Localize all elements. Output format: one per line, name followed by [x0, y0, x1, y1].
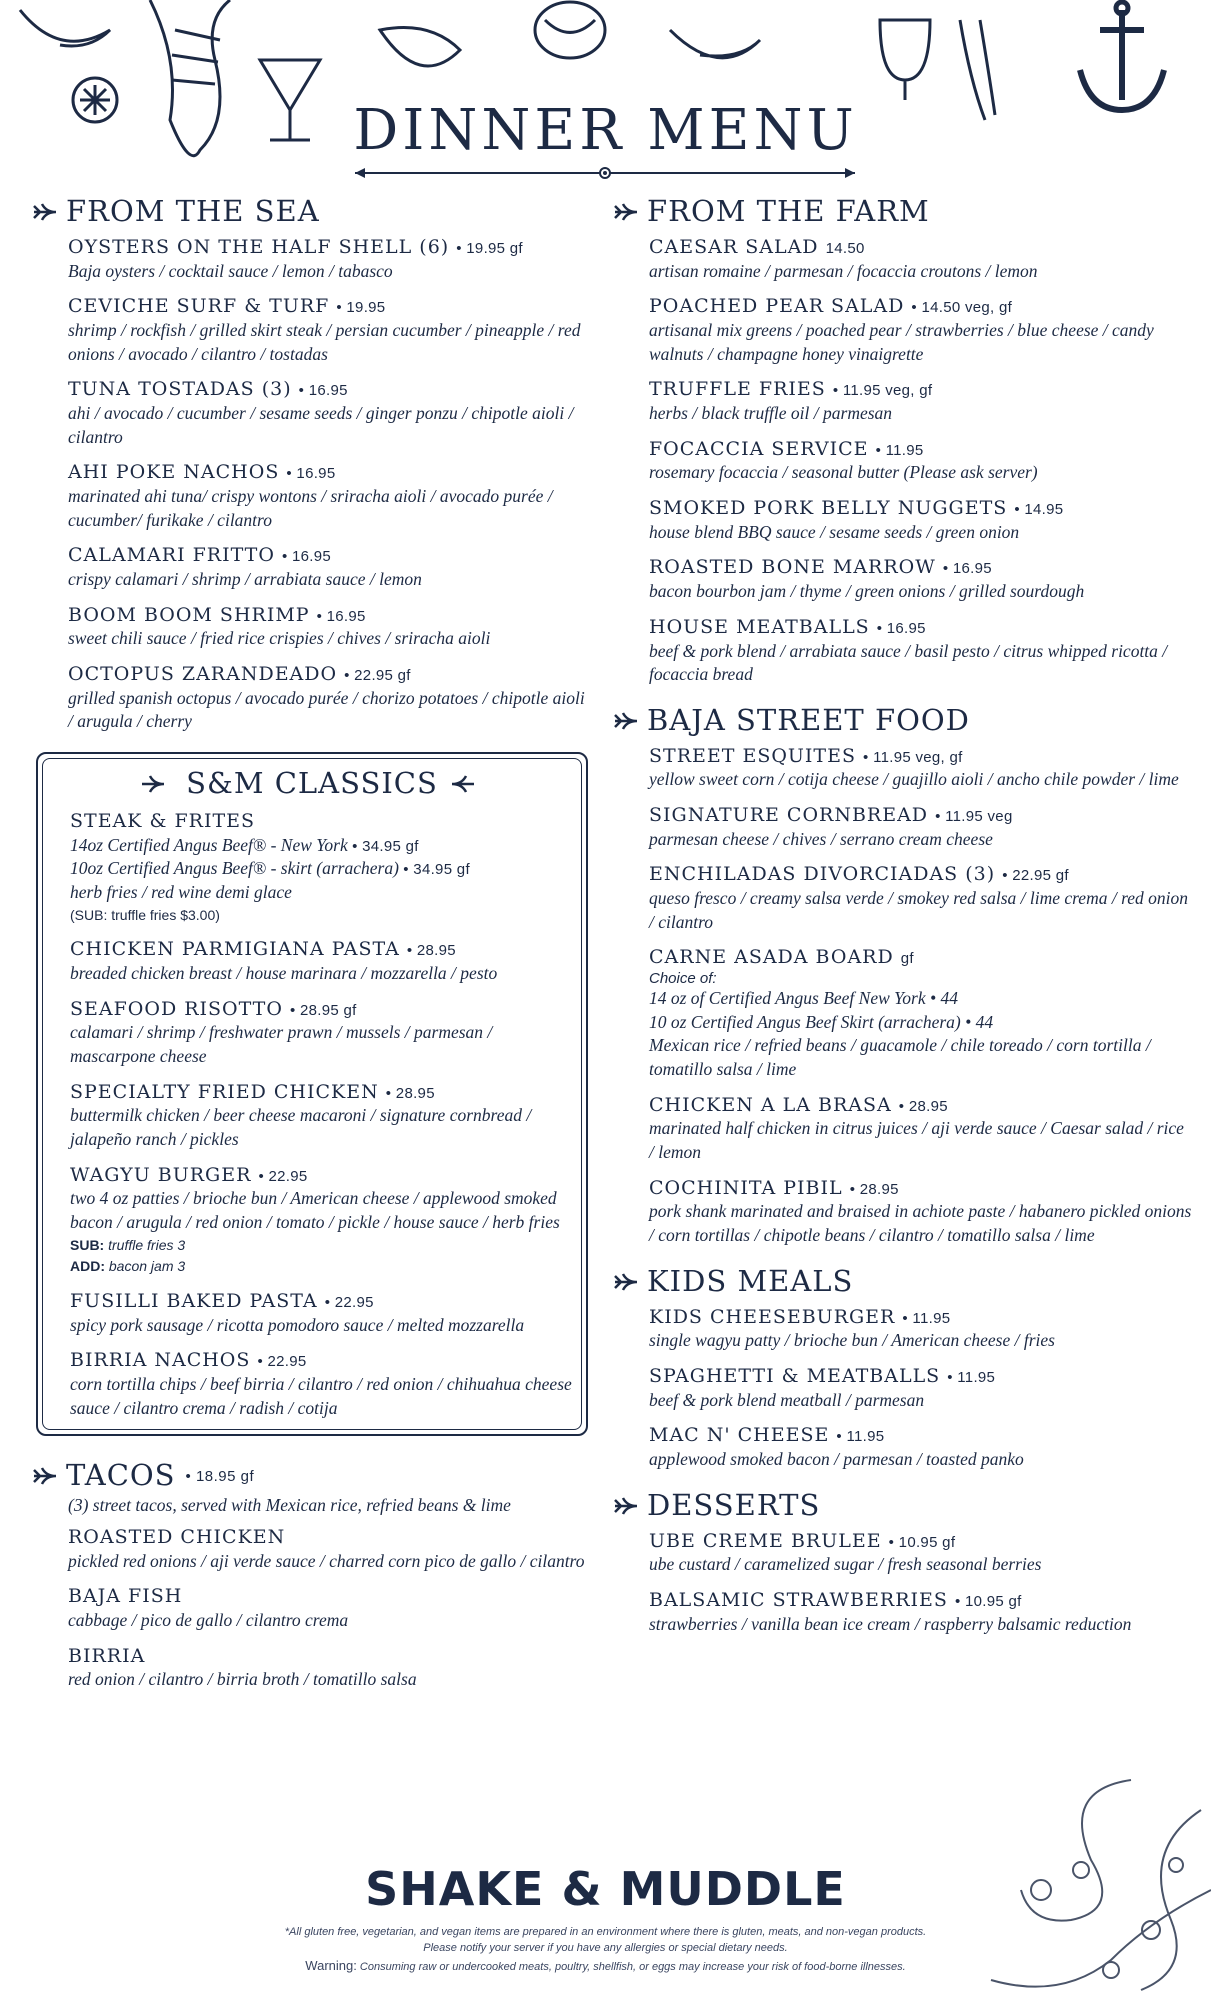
arrow-flourish-icon [613, 1271, 639, 1293]
item-description: house blend BBQ sauce / sesame seeds / green onion [649, 521, 1020, 542]
menu-item [68, 1585, 592, 1632]
section-header [38, 768, 586, 800]
item-price: • 11.95 [947, 1368, 996, 1386]
item-price: • 19.95 gf [456, 239, 523, 257]
item-price: • 22.95 [257, 1353, 307, 1371]
item-description: bacon bourbon jam / thyme / green onions / grilled sourdough [649, 581, 1085, 602]
section-title: FROM THE FARM [647, 194, 930, 228]
menu-item [68, 236, 592, 283]
shrimp-icon-2 [670, 30, 760, 58]
item-name: CAESAR SALAD [649, 235, 819, 258]
item-description: crispy calamari / shrimp / arrabiata sauce / lemon [68, 569, 422, 590]
section-price: • 18.95 gf [185, 1467, 255, 1485]
item-name: BOOM BOOM SHRIMP [68, 603, 310, 626]
menu-item [649, 497, 1193, 544]
item-description: applewood smoked bacon / parmesan / toasted panko [649, 1449, 1024, 1470]
item-name: TUNA TOSTADAS (3) [68, 378, 292, 401]
item-description: pickled red onions / aji verde sauce / charred corn pico de gallo / cilantro [68, 1550, 585, 1571]
title-divider [355, 166, 855, 180]
item-name: BIRRIA NACHOS [70, 1349, 251, 1372]
menu-item [649, 1589, 1193, 1636]
item-description: marinated half chicken in citrus juices / aji verde sauce / Caesar salad / rice / lemon [649, 1118, 1184, 1163]
page-title: DINNER MENU [353, 98, 858, 163]
item-price: • 28.95 gf [289, 1001, 357, 1019]
item-price: • 11.95 [875, 441, 924, 459]
item-description: herbs / black truffle oil / parmesan [649, 403, 893, 424]
add-text: bacon jam 3 [108, 1258, 186, 1275]
menu-item [70, 1349, 572, 1420]
menu-item [649, 556, 1193, 603]
item-description: shrimp / rockfish / grilled skirt steak / persian cucumber / pineapple / red onions / avocado / cilantro / tostadas [68, 320, 581, 364]
item-name: OYSTERS ON THE HALF SHELL (6) [68, 235, 450, 258]
item-name: SIGNATURE CORNBREAD [649, 804, 929, 827]
item-name: SPAGHETTI & MEATBALLS [649, 1364, 941, 1387]
warning-label: Warning: [305, 1957, 357, 1973]
item-description: herb fries / red wine demi glace [70, 881, 292, 902]
arrow-flourish-icon [450, 773, 476, 795]
add-label: ADD: [70, 1258, 105, 1275]
item-name: ENCHILADAS DIVORCIADAS (3) [649, 863, 996, 886]
item-name: ROASTED CHICKEN [68, 1525, 286, 1548]
item-name: FUSILLI BAKED PASTA [70, 1289, 318, 1312]
item-price: • 16.95 [298, 382, 348, 400]
item-name: CEVICHE SURF & TURF [68, 295, 330, 318]
menu-item-wagyu-burger [70, 1164, 572, 1278]
item-price: • 22.95 [324, 1293, 374, 1311]
item-description: parmesan cheese / chives / serrano cream cheese [649, 828, 993, 849]
arrow-flourish-icon [140, 773, 166, 795]
item-name: HOUSE MEATBALLS [649, 615, 870, 638]
item-price: • 11.95 [836, 1428, 885, 1446]
menu-item [70, 938, 572, 985]
item-name: SMOKED PORK BELLY NUGGETS [649, 497, 1008, 520]
section-from-the-sea [32, 196, 592, 734]
item-name: CARNE ASADA BOARD [649, 946, 894, 969]
arrow-flourish-icon [613, 201, 639, 223]
section-title: FROM THE SEA [66, 194, 320, 228]
section-header [32, 196, 592, 228]
item-price: • 14.50 veg, gf [911, 299, 1013, 317]
item-price: • 11.95 veg, gf [863, 748, 963, 766]
item-price: • 14.95 [1014, 501, 1064, 519]
menu-item [649, 863, 1193, 934]
item-name: COCHINITA PIBIL [649, 1176, 843, 1199]
section-sm-classics [36, 752, 588, 1436]
item-name: CHICKEN PARMIGIANA PASTA [70, 938, 400, 961]
item-description: two 4 oz patties / brioche bun / American cheese / applewood smoked bacon / arugula / red onion / tomato / pickle / house sauce / herb fries [70, 1188, 560, 1232]
item-description: ahi / avocado / cucumber / sesame seeds / ginger ponzu / chipotle aioli / cilantro [68, 403, 574, 447]
item-price: • 22.95 [258, 1167, 308, 1185]
section-title: BAJA STREET FOOD [647, 702, 970, 737]
item-price: • 16.95 [281, 548, 332, 566]
shrimp-icon [20, 10, 110, 46]
item-option: 14 oz of Certified Angus Beef New York • 44 [649, 988, 958, 1009]
wine-glass-icon [880, 20, 930, 100]
item-name: WAGYU BURGER [70, 1163, 252, 1186]
arrow-flourish-icon [613, 710, 639, 732]
item-price: • 11.95 veg, gf [832, 382, 933, 400]
item-price: • 11.95 veg [935, 808, 1013, 826]
item-name: BALSAMIC STRAWBERRIES [649, 1588, 948, 1611]
item-price: • 10.95 gf [954, 1592, 1022, 1610]
item-name: BAJA FISH [68, 1585, 183, 1608]
section-header [613, 1263, 1193, 1298]
item-name: CHICKEN A LA BRASA [649, 1093, 892, 1116]
item-description: pork shank marinated and braised in achiote paste / habanero pickled onions / corn tortillas / chipotle beans / cilantro / tomatillo salsa / lime [649, 1201, 1192, 1246]
menu-item [68, 1526, 592, 1573]
section-baja-street-food [613, 702, 1193, 1248]
item-description: Mexican rice / refried beans / guacamole / chile toreado / corn tortilla / tomatillo salsa / lime [649, 1035, 1151, 1080]
item-name: POACHED PEAR SALAD [649, 295, 905, 318]
sub-text: truffle fries 3 [108, 1236, 186, 1253]
item-price: • 28.95 [406, 942, 456, 960]
item-description: red onion / cilantro / birria broth / tomatillo salsa [68, 1669, 417, 1690]
disclaimer-line: *All gluten free, vegetarian, and vegan items are prepared in an environment where there is gluten, meats, and non-vegan products. [284, 1926, 927, 1938]
item-name: UBE CREME BRULEE [649, 1529, 882, 1552]
menu-item [68, 604, 592, 651]
fish-icon [380, 28, 460, 67]
item-name: TRUFFLE FRIES [649, 378, 826, 401]
choice-label: Choice of: [649, 970, 717, 988]
item-name: KIDS CHEESEBURGER [649, 1305, 896, 1328]
menu-item [68, 1645, 592, 1692]
item-price: • 16.95 [286, 465, 336, 483]
item-description: artisanal mix greens / poached pear / strawberries / blue cheese / candy walnuts / champagne honey vinaigrette [649, 320, 1154, 364]
item-description: marinated ahi tuna/ crispy wontons / sriracha aioli / avocado purée / cucumber/ furikake / cilantro [68, 486, 553, 530]
tacos-intro [68, 1494, 592, 1518]
menu-item [68, 461, 592, 532]
item-description: calamari / shrimp / freshwater prawn / mussels / parmesan / mascarpone cheese [70, 1022, 493, 1066]
item-option: 10oz Certified Angus Beef® - skirt (arrachera) [70, 858, 399, 879]
menu-item [649, 378, 1193, 425]
item-description: rosemary focaccia / seasonal butter (Please ask server) [649, 462, 1038, 483]
item-price: • 16.95 [316, 607, 366, 625]
menu-item-carne-asada [649, 946, 1193, 1081]
item-sub-note: (SUB: truffle fries $3.00) [70, 906, 220, 923]
oyster-icon [535, 2, 605, 58]
disclaimer-line: Please notify your server if you have any allergies or special dietary needs. [423, 1941, 788, 1954]
section-header [613, 196, 1193, 228]
menu-item [649, 1365, 1193, 1412]
menu-item [649, 295, 1193, 366]
item-name: OCTOPUS ZARANDEADO [68, 663, 338, 686]
item-price: gf [900, 950, 914, 968]
item-price: • 10.95 gf [888, 1533, 956, 1551]
section-kids-meals [613, 1263, 1193, 1472]
item-price: • 28.95 [385, 1084, 435, 1102]
menu-item [70, 1290, 572, 1337]
item-name: MAC N' CHEESE [649, 1424, 830, 1447]
item-description: beef & pork blend meatball / parmesan [649, 1389, 925, 1410]
item-price: • 28.95 [849, 1180, 899, 1198]
menu-item [70, 998, 572, 1069]
section-description: (3) street tacos, served with Mexican rice, refried beans & lime [68, 1495, 511, 1516]
item-price: • 19.95 [336, 299, 386, 317]
item-description: queso fresco / creamy salsa verde / smokey red salsa / lime crema / red onion / cilantro [649, 888, 1188, 932]
arrow-flourish-icon [32, 201, 58, 223]
restaurant-logo: SHAKE & MUDDLE [365, 1862, 846, 1916]
item-description: Baja oysters / cocktail sauce / lemon / tabasco [68, 260, 393, 281]
item-description: artisan romaine / parmesan / focaccia croutons / lemon [649, 260, 1038, 281]
item-price: • 22.95 gf [344, 667, 411, 685]
item-name: SEAFOOD RISOTTO [70, 997, 283, 1020]
item-price: • 16.95 [876, 619, 926, 637]
section-title: TACOS [66, 1458, 176, 1493]
item-name: AHI POKE NACHOS [68, 461, 280, 484]
menu-item [649, 1424, 1193, 1471]
item-name: BIRRIA [68, 1644, 146, 1667]
item-description: yellow sweet corn / cotija cheese / guajillo aioli / ancho chile powder / lime [649, 769, 1179, 790]
disclaimer [0, 1925, 1211, 1976]
section-title: S&M CLASSICS [186, 766, 438, 801]
anchor-icon [1080, 10, 1164, 110]
section-header [32, 1460, 592, 1492]
item-price: • 34.95 gf [403, 861, 470, 879]
item-price: 14.50 [825, 239, 865, 257]
item-description: beef & pork blend / arrabiata sauce / basil pesto / citrus whipped ricotta / focaccia bread [649, 640, 1168, 685]
item-description: spicy pork sausage / ricotta pomodoro sauce / melted mozzarella [70, 1314, 525, 1335]
menu-item [649, 745, 1193, 792]
item-name: STEAK & FRITES [70, 809, 256, 832]
item-description: sweet chili sauce / fried rice crispies / chives / sriracha aioli [68, 628, 491, 649]
item-name: FOCACCIA SERVICE [649, 437, 869, 460]
item-name: ROASTED BONE MARROW [649, 556, 936, 579]
item-price: • 28.95 [898, 1097, 948, 1115]
item-price: • 16.95 [942, 560, 992, 578]
item-price: • 34.95 gf [352, 837, 419, 855]
item-option: 10 oz Certified Angus Beef Skirt (arrachera) • 44 [649, 1011, 994, 1032]
sub-label: SUB: [70, 1236, 105, 1253]
arrow-flourish-icon [32, 1465, 58, 1487]
item-name: SPECIALTY FRIED CHICKEN [70, 1080, 379, 1103]
menu-item [68, 663, 592, 734]
right-column [613, 196, 1193, 1654]
section-title: KIDS MEALS [647, 1263, 854, 1298]
section-header [613, 702, 1193, 737]
menu-item [649, 1177, 1193, 1248]
menu-item [649, 1306, 1193, 1353]
item-description: grilled spanish octopus / avocado purée / chorizo potatoes / chipotle aioli / arugula / cherry [68, 687, 585, 732]
item-option: 14oz Certified Angus Beef® - New York [70, 834, 348, 855]
left-column [32, 196, 592, 1710]
section-title: DESSERTS [647, 1487, 821, 1522]
arrow-flourish-icon [613, 1495, 639, 1517]
menu-item [649, 616, 1193, 687]
item-description: breaded chicken breast / house marinara / mozzarella / pesto [70, 962, 498, 983]
menu-item [649, 1094, 1193, 1165]
menu-item-steak-frites [70, 810, 572, 926]
menu-item [68, 295, 592, 366]
item-name: STREET ESQUITES [649, 744, 856, 767]
warning-text: Consuming raw or undercooked meats, poultry, shellfish, or eggs may increase your risk of food-borne illnesses. [359, 1960, 906, 1973]
item-description: strawberries / vanilla bean ice cream / raspberry balsamic reduction [649, 1613, 1132, 1634]
item-description: ube custard / caramelized sugar / fresh seasonal berries [649, 1554, 1042, 1575]
menu-item [649, 1530, 1193, 1577]
item-price: • 22.95 gf [1002, 867, 1069, 885]
section-from-the-farm [613, 196, 1193, 687]
item-name: CALAMARI FRITTO [68, 544, 275, 567]
section-desserts [613, 1487, 1193, 1637]
item-description: single wagyu patty / brioche bun / American cheese / fries [649, 1330, 1055, 1351]
menu-item [70, 1081, 572, 1152]
item-description: buttermilk chicken / beer cheese macaroni / signature cornbread / jalapeño ranch / pickles [70, 1105, 532, 1149]
item-price: • 11.95 [902, 1309, 951, 1327]
menu-item [649, 804, 1193, 851]
section-header [613, 1487, 1193, 1522]
menu-item [649, 438, 1193, 485]
menu-item [68, 544, 592, 591]
menu-item [649, 236, 1193, 283]
menu-item [68, 378, 592, 449]
item-description: cabbage / pico de gallo / cilantro crema [68, 1609, 349, 1630]
section-tacos [32, 1460, 592, 1692]
item-description: corn tortilla chips / beef birria / cilantro / red onion / chihuahua cheese sauce / cilantro crema / radish / cotija [70, 1374, 572, 1418]
